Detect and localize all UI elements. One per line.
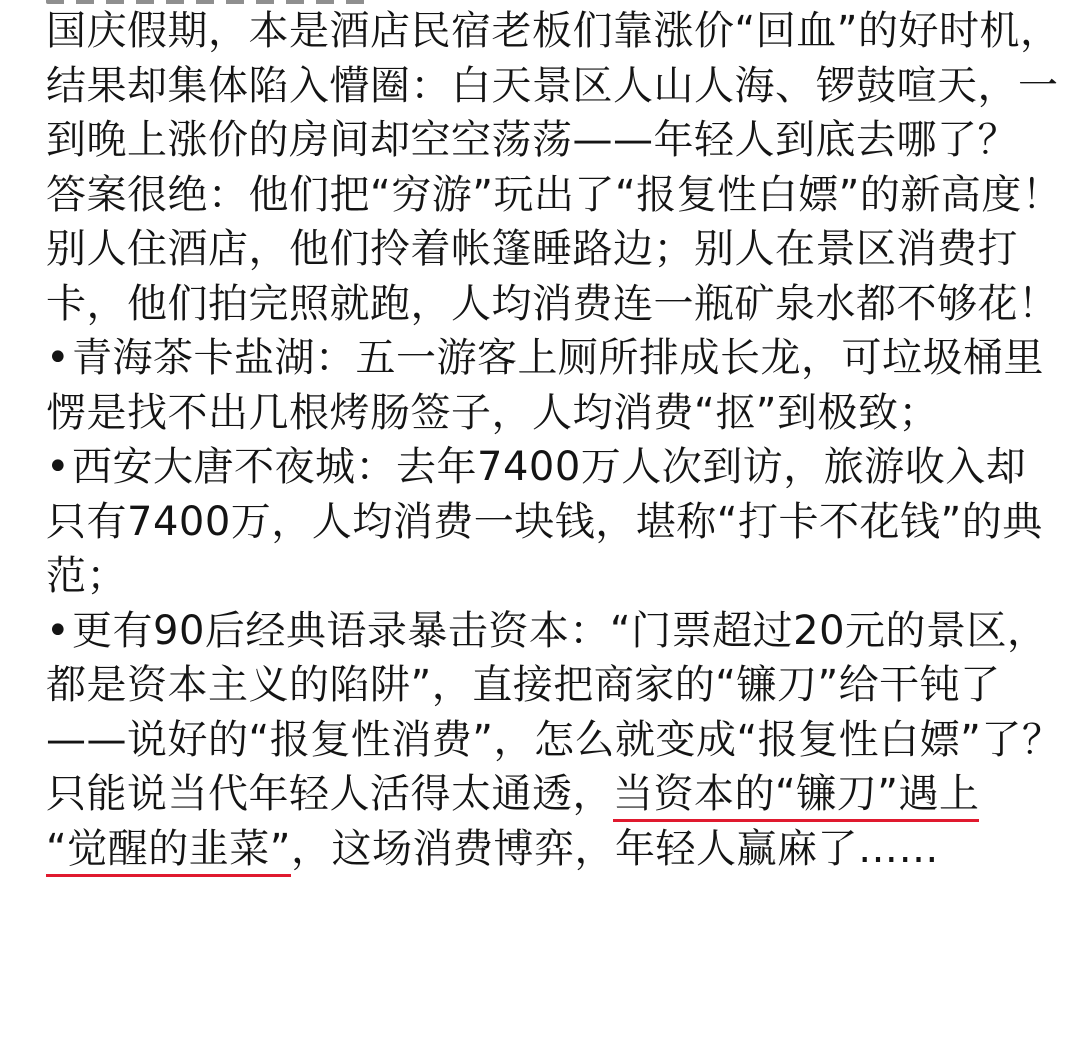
bullet-text-quote: 更有90后经典语录暴击资本：“门票超过20元的景区，都是资本主义的陷阱”，直接把商家的“镰刀”给干钝了——说好的“报复性消费”，怎么就变成“报复性白嫖”了？ xyxy=(46,607,1063,763)
bullet-marker: • xyxy=(46,444,71,490)
conclusion-tail: ，这场消费博弈，年轻人赢麻了…… xyxy=(290,825,939,872)
underlined-phrase-1: 当资本的“镰刀”遇上 xyxy=(613,771,979,822)
post-text xyxy=(46,4,1066,876)
list-item xyxy=(46,604,1066,768)
bullet-marker: • xyxy=(46,335,71,381)
paragraph-answer: 答案很绝：他们把“穷游”玩出了“报复性白嫖”的新高度！别人住酒店，他们拎着帐篷睡路边；别人在景区消费打卡，他们拍完照就跑，人均消费连一瓶矿泉水都不够花！ xyxy=(46,171,1063,327)
list-item xyxy=(46,331,1066,440)
bullet-text-chaka: 青海茶卡盐湖：五一游客上厕所排成长龙，可垃圾桶里愣是找不出几根烤肠签子，人均消费“抠”到极致； xyxy=(46,335,1044,436)
bullet-marker: • xyxy=(46,607,71,654)
conclusion-lead: 只能说当代年轻人活得太通透， xyxy=(46,771,613,817)
underlined-phrase-2: “觉醒的韭菜” xyxy=(46,826,291,877)
paragraph-conclusion xyxy=(46,767,1066,876)
bullet-text-xian: 西安大唐不夜城：去年7400万人次到访，旅游收入却只有7400万，人均消费一块钱，堪称“打卡不花钱”的典范； xyxy=(46,444,1043,599)
paragraph-intro: 国庆假期，本是酒店民宿老板们靠涨价“回血”的好时机，结果却集体陷入懵圈：白天景区人山人海、锣鼓喧天，一到晚上涨价的房间却空空荡荡——年轻人到底去哪了？ xyxy=(46,8,1061,163)
list-item xyxy=(46,440,1066,604)
